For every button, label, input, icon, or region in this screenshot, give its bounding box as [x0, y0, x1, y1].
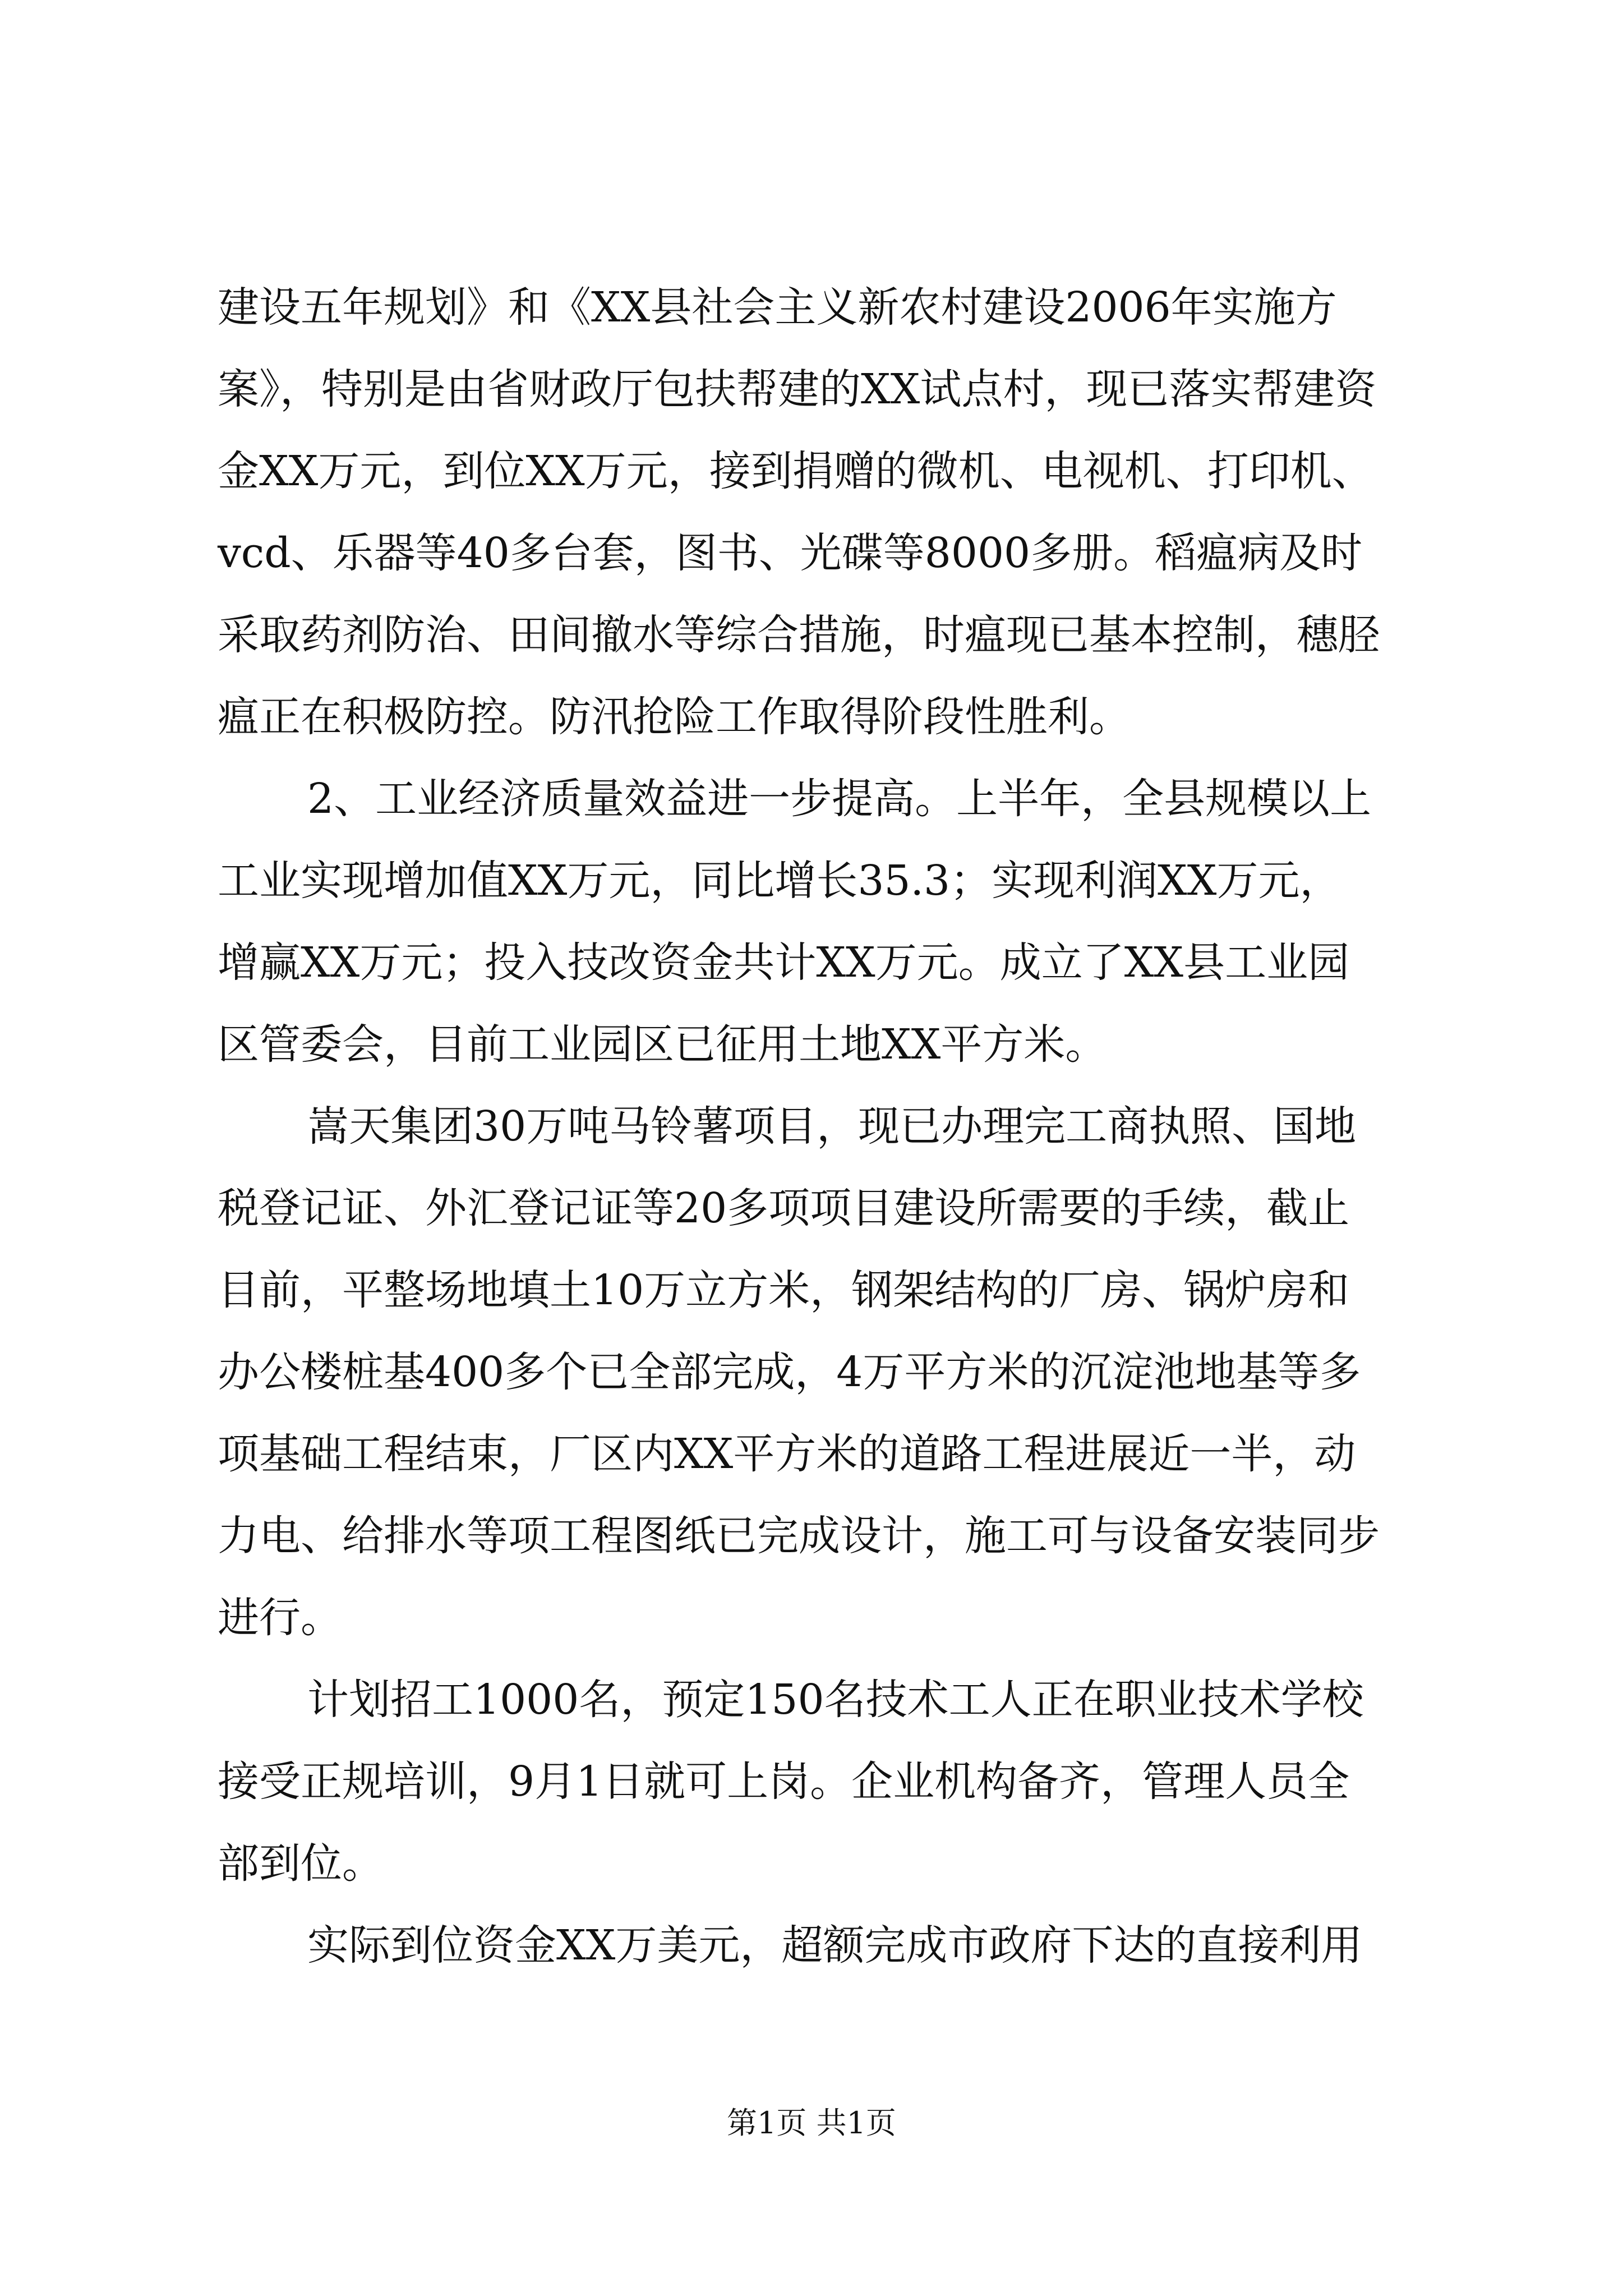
text-line: 计划招工1000名，预定150名技术工人正在职业技术学校 [307, 1676, 1364, 1724]
text-line: 税登记证、外汇登记证等20多项项目建设所需要的手续，截止 [218, 1184, 1350, 1232]
text-line: 嵩天集团30万吨马铃薯项目，现已办理完工商执照、国地 [307, 1102, 1357, 1151]
text-line: 区管委会，目前工业园区已征用土地XX平方米。 [218, 1020, 1107, 1069]
text-line: 采取药剂防治、田间撤水等综合措施，时瘟现已基本控制，穗胫 [218, 611, 1380, 659]
text-line: 目前，平整场地填土10万立方米，钢架结构的厂房、锅炉房和 [218, 1266, 1350, 1314]
text-line: 案》，特别是由省财政厅包扶帮建的XX试点村，现已落实帮建资 [218, 365, 1377, 413]
text-line: 金XX万元，到位XX万元，接到捐赠的微机、电视机、打印机、 [218, 447, 1373, 495]
text-line: 项基础工程结束，厂区内XX平方米的道路工程进展近一半，动 [218, 1430, 1356, 1478]
text-line: 增赢XX万元；投入技改资金共计XX万元。成立了XX县工业园 [218, 938, 1350, 987]
page-footer: 第1页 共1页 [727, 2105, 896, 2141]
text-line: vcd、乐器等40多台套，图书、光碟等8000多册。稻瘟病及时 [218, 529, 1363, 577]
text-line: 工业实现增加值XX万元，同比增长35.3；实现利润XX万元， [218, 857, 1341, 905]
text-line: 部到位。 [218, 1839, 384, 1888]
text-line: 建设五年规划》和《XX县社会主义新农村建设2006年实施方 [218, 283, 1337, 332]
text-line: 力电、给排水等项工程图纸已完成设计，施工可与设备安装同步 [218, 1512, 1380, 1560]
text-line: 瘟正在积极防控。防汛抢险工作取得阶段性胜利。 [218, 693, 1131, 741]
text-line: 进行。 [218, 1594, 342, 1642]
text-line: 2、工业经济质量效益进一步提高。上半年，全县规模以上 [307, 775, 1372, 823]
text-line: 办公楼桩基400多个已全部完成，4万平方米的沉淀池地基等多 [218, 1348, 1361, 1396]
text-line: 实际到位资金XX万美元，超额完成市政府下达的直接利用 [307, 1921, 1363, 1970]
text-line: 接受正规培训，9月1日就可上岗。企业机构备齐，管理人员全 [218, 1757, 1350, 1806]
